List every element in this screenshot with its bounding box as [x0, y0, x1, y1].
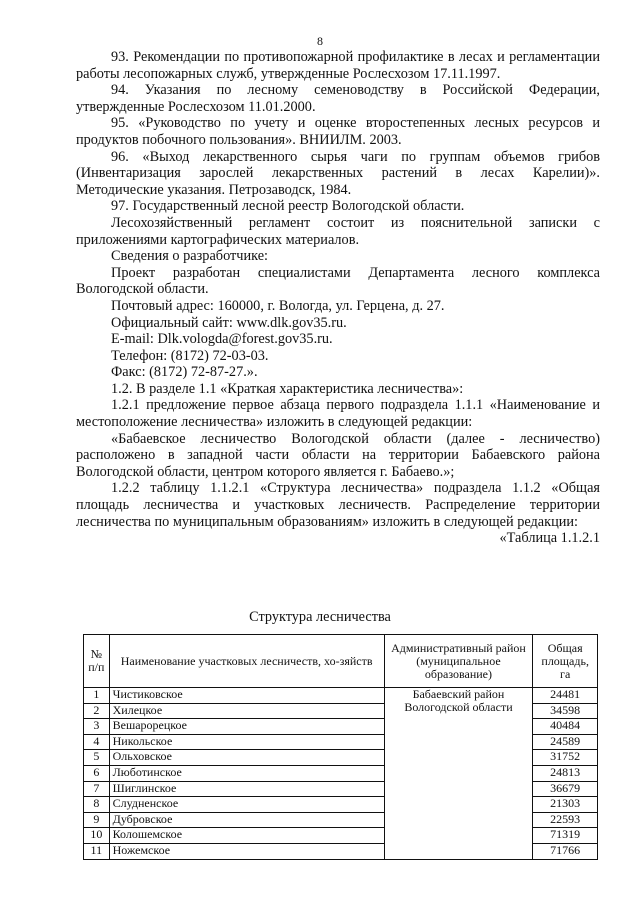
row-number: 5 — [84, 750, 110, 766]
header-name: Наименование участковых лесничеств, хо-зяйств — [109, 635, 384, 688]
page-number: 8 — [317, 34, 323, 48]
row-area: 24813 — [533, 765, 598, 781]
paragraph: Проект разработан специалистами Департамента лесного комплекса Вологодской области. — [76, 264, 600, 298]
row-area: 40484 — [533, 719, 598, 735]
row-number: 9 — [84, 812, 110, 828]
row-area: 24589 — [533, 734, 598, 750]
paragraph: 94. Указания по лесному семеноводству в Российской Федерации, утвержденные Рослесхозом 11.01.2000. — [76, 82, 600, 115]
row-name: Шиглинское — [109, 781, 384, 797]
row-area: 36679 — [533, 781, 598, 797]
paragraph: Почтовый адрес: 160000, г. Вологда, ул. Герцена, д. 27. — [111, 297, 445, 314]
paragraph: Факс: (8172) 72-87-27.». — [111, 364, 258, 381]
paragraph: 96. «Выход лекарственного сырья чаги по группам объемов грибов (Инвентаризация зарослей лекарственных растений в лесах Карелии)». Методические указания. Петрозаводск, 1984. — [76, 148, 600, 198]
row-district: Бабаевский район Вологодской области — [384, 688, 533, 860]
row-area: 71319 — [533, 828, 598, 844]
paragraph: 97. Государственный лесной реестр Вологодской области. — [111, 198, 465, 215]
table-body — [84, 688, 598, 860]
structure-table — [83, 634, 598, 860]
table-header-row — [84, 635, 598, 688]
row-name: Чистиковское — [109, 688, 384, 704]
header-area: Общая площадь, га — [533, 635, 598, 688]
row-area: 34598 — [533, 703, 598, 719]
table-title: Структура лесничества — [249, 609, 391, 625]
paragraph: E-mail: Dlk.vologda@forest.gov35.ru. — [111, 331, 333, 348]
row-number: 10 — [84, 828, 110, 844]
header-district: Административный район (муниципальное образование) — [384, 635, 533, 688]
paragraph: 93. Рекомендации по противопожарной профилактике в лесах и регламентации работы лесопожарных служб, утвержденные Рослесхозом 17.11.1997. — [76, 49, 600, 82]
paragraph: 95. «Руководство по учету и оценке второстепенных лесных ресурсов и продуктов побочного пользования». ВНИИЛМ. 2003. — [76, 115, 600, 148]
paragraph: Сведения о разработчике: — [111, 248, 269, 265]
row-name: Ножемское — [109, 843, 384, 859]
table-row — [84, 688, 598, 704]
row-area: 22593 — [533, 812, 598, 828]
paragraph: «Бабаевское лесничество Вологодской области (далее - лесничество) расположено в западной части области на территории Бабаевского района Вологодской области, центром которого является г. Бабаево.»; — [76, 430, 600, 480]
row-area: 71766 — [533, 843, 598, 859]
paragraph: 1.2.1 предложение первое абзаца первого подраздела 1.1.1 «Наименование и местоположение лесничества» изложить в следующей редакции: — [76, 397, 600, 431]
row-name: Хилецкое — [109, 703, 384, 719]
row-number: 4 — [84, 734, 110, 750]
paragraph: Лесохозяйственный регламент состоит из пояснительной записки с приложениями картографических материалов. — [76, 214, 600, 248]
row-area: 21303 — [533, 797, 598, 813]
row-name: Люботинское — [109, 765, 384, 781]
paragraph: 1.2. В разделе 1.1 «Краткая характеристика лесничества»: — [111, 380, 464, 397]
row-number: 1 — [84, 688, 110, 704]
row-number: 2 — [84, 703, 110, 719]
row-name: Дубровское — [109, 812, 384, 828]
row-number: 11 — [84, 843, 110, 859]
row-name: Никольское — [109, 734, 384, 750]
row-name: Слудненское — [109, 797, 384, 813]
body-text — [76, 49, 600, 547]
row-name: Вешарорецкое — [109, 719, 384, 735]
row-name: Ольховское — [109, 750, 384, 766]
row-number: 6 — [84, 765, 110, 781]
header-number: № п/п — [84, 635, 110, 688]
paragraph: Официальный сайт: www.dlk.gov35.ru. — [111, 314, 347, 331]
paragraph: 1.2.2 таблицу 1.1.2.1 «Структура лесничества» подраздела 1.1.2 «Общая площадь лесничества и участковых лесничеств. Распределение территории лесничества по муниципальным образованиям» изложить в следующей редакции: — [76, 480, 600, 530]
row-name: Колошемское — [109, 828, 384, 844]
paragraph: Телефон: (8172) 72-03-03. — [111, 347, 269, 364]
row-area: 31752 — [533, 750, 598, 766]
row-number: 7 — [84, 781, 110, 797]
row-number: 8 — [84, 797, 110, 813]
table-reference: «Таблица 1.1.2.1 — [499, 530, 600, 547]
row-area: 24481 — [533, 688, 598, 704]
row-number: 3 — [84, 719, 110, 735]
